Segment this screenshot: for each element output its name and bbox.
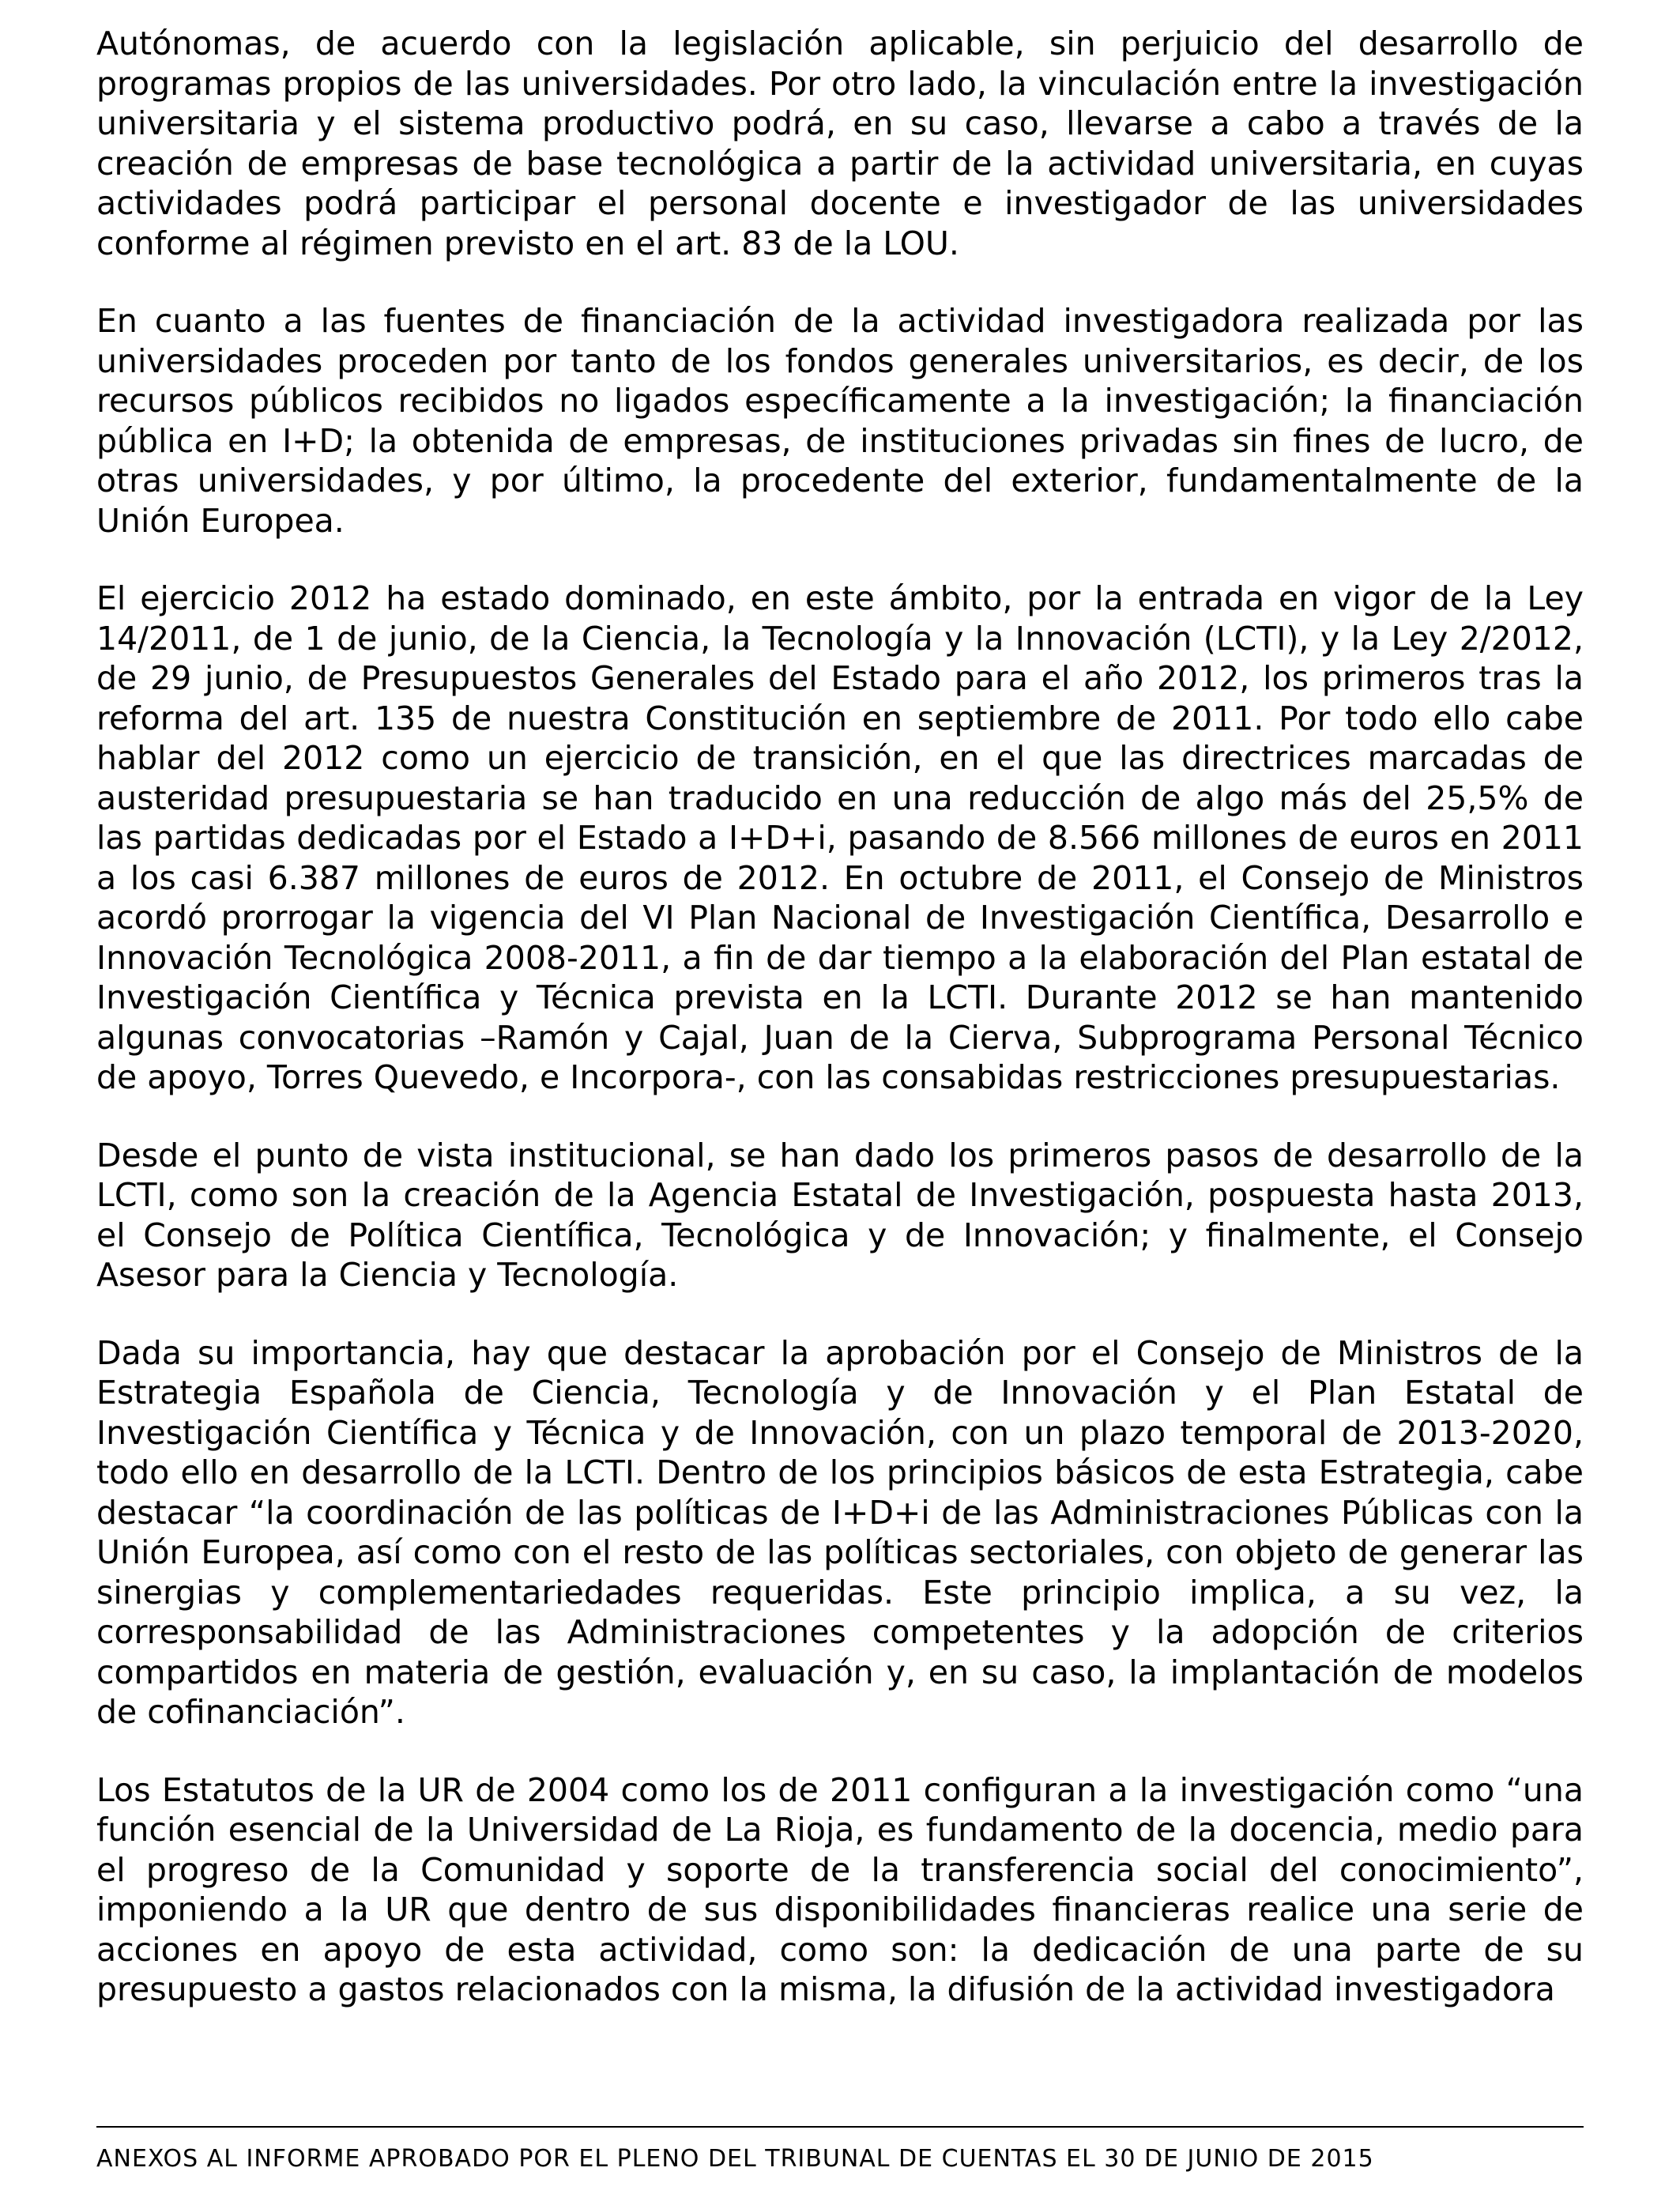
document-body — [96, 24, 1584, 2048]
footer-divider — [96, 2126, 1584, 2128]
footer-text: ANEXOS AL INFORME APROBADO POR EL PLENO DEL TRIBUNAL DE CUENTAS EL 30 DE JUNIO DE 2015 — [96, 2145, 1374, 2173]
paragraph-1: Autónomas, de acuerdo con la legislación aplicable, sin perjuicio del desarrollo de programas propios de las universidades. Por otro lado, la vinculación entre la investigación universitaria y el sistema productivo podrá, en su caso, llevarse a cabo a través de la creación de empresas de base tecnológica a partir de la actividad universitaria, en cuyas actividades podrá participar el personal docente e investigador de las universidades conforme al régimen previsto en el art. 83 de la LOU. — [96, 25, 1584, 262]
paragraph-5: Dada su importancia, hay que destacar la aprobación por el Consejo de Ministros de la Estrategia Española de Ciencia, Tecnología y de Innovación y el Plan Estatal de Investigación Científica y Técnica y de Innovación, con un plazo temporal de 2013-2020, todo ello en desarrollo de la LCTI. Dentro de los principios básicos de esta Estrategia, cabe destacar “la coordinación de las políticas de I+D+i de las Administraciones Públicas con la Unión Europea, así como con el resto de las políticas sectoriales, con objeto de generar las sinergias y complementariedades requeridas. Este principio implica, a su vez, la corresponsabilidad de las Administraciones competentes y la adopción de criterios compartidos en materia de gestión, evaluación y, en su caso, la implantación de modelos de cofinanciación”. — [96, 1333, 1584, 1731]
paragraph-2: En cuanto a las fuentes de financiación de la actividad investigadora realizada por las universidades proceden por tanto de los fondos generales universitarios, es decir, de los recursos públicos recibidos no ligados específicamente a la investigación; la financiación pública en I+D; la obtenida de empresas, de instituciones privadas sin fines de lucro, de otras universidades, y por último, la procedente del exterior, fundamentalmente de la Unión Europea. — [96, 302, 1584, 540]
paragraph-4: Desde el punto de vista institucional, se han dado los primeros pasos de desarrollo de la LCTI, como son la creación de la Agencia Estatal de Investigación, pospuesta hasta 2013, el Consejo de Política Científica, Tecnológica y de Innovación; y finalmente, el Consejo Asesor para la Ciencia y Tecnología. — [96, 1136, 1584, 1294]
paragraph-3: El ejercicio 2012 ha estado dominado, en este ámbito, por la entrada en vigor de la Ley 14/2011, de 1 de junio, de la Ciencia, la Tecnología y la Innovación (LCTI), y la Ley 2/2012, de 29 junio, de Presupuestos Generales del Estado para el año 2012, los primeros tras la reforma del art. 135 de nuestra Constitución en septiembre de 2011. Por todo ello cabe hablar del 2012 como un ejercicio de transición, en el que las directrices marcadas de austeridad presupuestaria se han traducido en una reducción de algo más del 25,5% de las partidas dedicadas por el Estado a I+D+i, pasando de 8.566 millones de euros en 2011 a los casi 6.387 millones de euros de 2012. En octubre de 2011, el Consejo de Ministros acordó prorrogar la vigencia del VI Plan Nacional de Investigación Científica, Desarrollo e Innovación Tecnológica 2008-2011, a fin de dar tiempo a la elaboración del Plan estatal de Investigación Científica y Técnica prevista en la LCTI. Durante 2012 se han mantenido algunas convocatorias –Ramón y Cajal, Juan de la Cierva, Subprograma Personal Técnico de apoyo, Torres Quevedo, e Incorpora-, con las consabidas restricciones presupuestarias. — [96, 579, 1584, 1096]
paragraph-6: Los Estatutos de la UR de 2004 como los de 2011 configuran a la investigación como “una función esencial de la Universidad de La Rioja, es fundamento de la docencia, medio para el progreso de la Comunidad y soporte de la transferencia social del conocimiento”, imponiendo a la UR que dentro de sus disponibilidades financieras realice una serie de acciones en apoyo de esta actividad, como son: la dedicación de una parte de su presupuesto a gastos relacionados con la misma, la difusión de la actividad investigadora — [96, 1770, 1584, 2008]
